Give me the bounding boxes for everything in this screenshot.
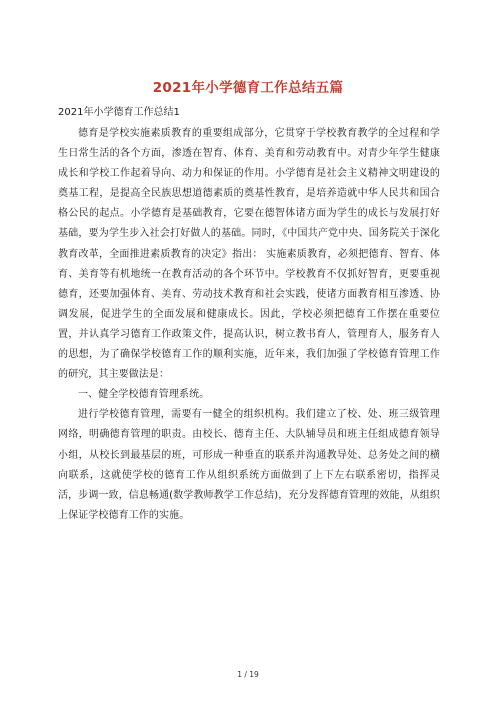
paragraph: 一、健全学校德育管理系统。	[78, 389, 210, 401]
document-body	[58, 124, 440, 526]
document-title: 2021年小学德育工作总结五篇	[152, 80, 344, 96]
page-number: 1 / 19	[237, 670, 259, 679]
paragraph: 进行学校德育管理，需要有一健全的组织机构。我们建立了校、处、班三级管理网络，明确德育管理的职责。由校长、德育主任、大队辅导员和班主任组成德育领导小组，从校长到最基层的班，可形成一种垂直的联系并沟通教导处、总务处之间的横向联系，这就使学校的德育工作从组织系统方面做到了上下左右联系密切，指挥灵活，步调一致，信息畅通(数学教师教学工作总结)，充分发挥德育管理的效能，从组织上保证学校德育工作的实施。	[58, 409, 440, 521]
section-heading: 2021年小学德育工作总结1	[58, 107, 180, 118]
paragraph: 德育是学校实施素质教育的重要组成部分，它贯穿于学校教育教学的全过程和学生日常生活的各个方面，渗透在智育、体育、美育和劳动教育中。对青少年学生健康成长和学校工作起着导向、动力和保证的作用。小学德育是社会主义精神文明建设的奠基工程，是提高全民族思想道德素质的奠基性教育，是培养造就中华人民共和国合格公民的起点。小学德育是基础教育，它要在德智体诸方面为学生的成长与发展打好基础，要为学生步入社会打好做人的基础。同时，《中国共产党中央、国务院关于深化教育改革，全面推进素质教育的决定》指出： 实施素质教育，必须把德育、智育、体育、美育等有机地统一在教育活动的各个环节中。学校教育不仅抓好智育，更要重视德育，还要加强体育、美育、劳动技术教育和社会实践，使诸方面教育相互渗透、协调发展，促进学生的全面发展和健康成长。因此，学校必须把德育工作摆在重要位置，并认真学习德育工作政策文件，提高认识，树立教书育人，管理育人，服务育人的思想，为了确保学校德育工作的顺利实施，近年来，我们加强了学校德育管理工作的研究，其主要做法是：	[58, 128, 440, 381]
